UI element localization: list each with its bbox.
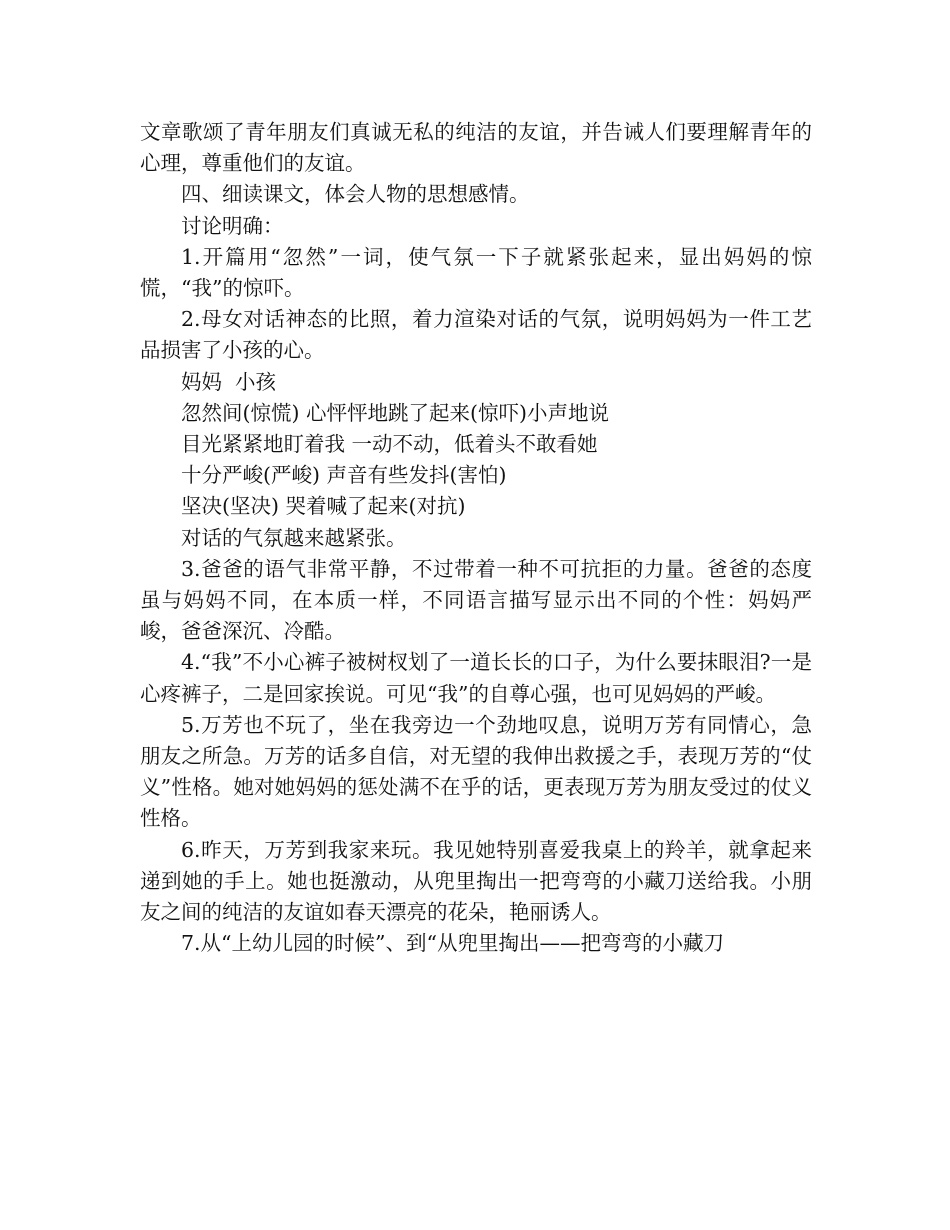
paragraph-summary: 文章歌颂了青年朋友们真诚无私的纯洁的友谊，并告诫人们要理解青年的心理，尊重他们的友谊。: [140, 120, 812, 176]
comparison-conclusion: 对话的气氛越来越紧张。: [181, 525, 407, 550]
comparison-row-3: 十分严峻(严峻) 声音有些发抖(害怕): [181, 463, 507, 488]
point-3: 3.爸爸的语气非常平静，不过带着一种不可抗拒的力量。爸爸的态度虽与妈妈不同，在本质一样，不同语言描写显示出不同的个性：妈妈严峻，爸爸深沉、冷酷。: [140, 556, 812, 644]
comparison-header: 妈妈 小孩: [181, 369, 277, 394]
comparison-row-1: 忽然间(惊慌) 心怦怦地跳了起来(惊吓)小声地说: [181, 400, 610, 425]
point-4: 4.“我”不小心裤子被树杈划了一道长长的口子，为什么要抹眼泪?一是心疼裤子，二是回家挨说。可见“我”的自尊心强，也可见妈妈的严峻。: [140, 650, 812, 706]
comparison-row-4: 坚决(坚决) 哭着喊了起来(对抗): [181, 494, 466, 519]
discussion-label: 讨论明确：: [181, 213, 284, 238]
point-6: 6.昨天，万芳到我家来玩。我见她特别喜爱我桌上的羚羊，就拿起来递到她的手上。她也挺激动，从兜里掏出一把弯弯的小藏刀送给我。小朋友之间的纯洁的友谊如春天漂亮的花朵，艳丽诱人。: [140, 837, 812, 925]
section-heading-four: 四、细读课文，体会人物的思想感情。: [181, 182, 530, 207]
point-7: 7.从“上幼儿园的时候”、到“从兜里掏出——把弯弯的小藏刀: [181, 931, 724, 956]
point-1: 1.开篇用“忽然”一词，使气氛一下子就紧张起来，显出妈妈的惊慌，“我”的惊吓。: [140, 244, 812, 301]
comparison-row-2: 目光紧紧地盯着我 一动不动，低着头不敢看她: [181, 432, 598, 457]
point-5: 5.万芳也不玩了，坐在我旁边一个劲地叹息，说明万芳有同情心，急朋友之所急。万芳的话多自信，对无望的我伸出救援之手，表现万芳的“仗义”性格。她对她妈妈的惩处满不在乎的话，更表现万芳为朋友受过的仗义性格。: [140, 712, 812, 831]
point-2: 2.母女对话神态的比照，着力渲染对话的气氛，说明妈妈为一件工艺品损害了小孩的心。: [140, 307, 812, 363]
document-page: [140, 117, 812, 959]
